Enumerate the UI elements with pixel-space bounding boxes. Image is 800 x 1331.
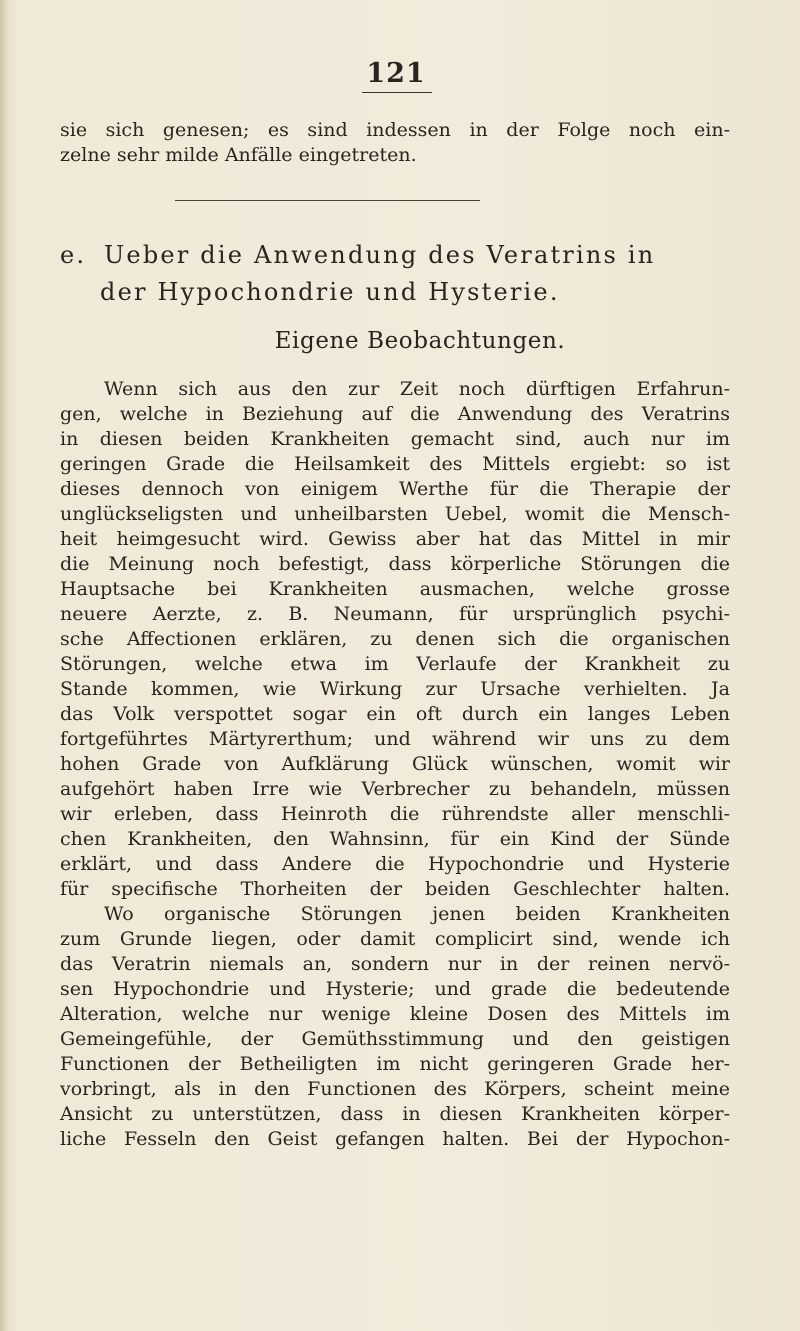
text-line: heit heimgesucht wird. Gewiss aber hat das Mittel in mir: [60, 528, 730, 550]
page-number-underline: [362, 92, 432, 93]
text-line: chen Krankheiten, den Wahnsinn, für ein Kind der Sünde: [60, 828, 730, 850]
intro-paragraph: [60, 118, 730, 168]
page-number: 121: [366, 58, 426, 89]
text-line: dieses dennoch von einigem Werthe für die Therapie der: [60, 478, 730, 500]
section-separator: [175, 200, 480, 201]
text-line: vorbringt, als in den Functionen des Körpers, scheint meine: [60, 1078, 730, 1100]
text-line: Ansicht zu unterstützen, dass in diesen Krankheiten körper-: [60, 1103, 730, 1125]
text-line: Hauptsache bei Krankheiten ausmachen, welche grosse: [60, 578, 730, 600]
text-line: zum Grunde liegen, oder damit complicirt sind, wende ich: [60, 928, 730, 950]
text-line: für specifische Thorheiten der beiden Geschlechter halten.: [60, 878, 730, 900]
text-line: sie sich genesen; es sind indessen in der Folge noch ein-: [60, 119, 730, 141]
text-line: Wenn sich aus den zur Zeit noch dürftigen Erfahrun-: [104, 378, 730, 400]
text-line: neuere Aerzte, z. B. Neumann, für ursprünglich psychi-: [60, 603, 730, 625]
text-line: liche Fesseln den Geist gefangen halten. Bei der Hypochon-: [60, 1128, 730, 1150]
text-line: Alteration, welche nur wenige kleine Dosen des Mittels im: [60, 1003, 730, 1025]
section-label: e.: [60, 241, 87, 269]
text-line: erklärt, und dass Andere die Hypochondrie und Hysterie: [60, 853, 730, 875]
text-line: in diesen beiden Krankheiten gemacht sind, auch nur im: [60, 428, 730, 450]
text-line: die Meinung noch befestigt, dass körperliche Störungen die: [60, 553, 730, 575]
page-binding-shadow: [0, 0, 8, 1331]
text-line: das Veratrin niemals an, sondern nur in der reinen nervö-: [60, 953, 730, 975]
text-line: Störungen, welche etwa im Verlaufe der Krankheit zu: [60, 653, 730, 675]
section-title-line-2: der Hypochondrie und Hysterie.: [100, 278, 560, 306]
body-paragraph-1: [60, 377, 730, 1152]
text-line: das Volk verspottet sogar ein oft durch ein langes Leben: [60, 703, 730, 725]
text-line: zelne sehr milde Anfälle eingetreten.: [60, 144, 417, 166]
text-line: sen Hypochondrie und Hysterie; und grade die bedeutende: [60, 978, 730, 1000]
text-line: Functionen der Betheiligten im nicht geringeren Grade her-: [60, 1053, 730, 1075]
text-line: Gemeingefühle, der Gemüthsstimmung und den geistigen: [60, 1028, 730, 1050]
text-line: hohen Grade von Aufklärung Glück wünschen, womit wir: [60, 753, 730, 775]
text-line: wir erleben, dass Heinroth die rührendste aller menschli-: [60, 803, 730, 825]
text-line: geringen Grade die Heilsamkeit des Mittels ergiebt: so ist: [60, 453, 730, 475]
text-line: gen, welche in Beziehung auf die Anwendung des Veratrins: [60, 403, 730, 425]
section-title-text-1: Ueber die Anwendung des Veratrins in: [104, 241, 656, 269]
text-line: unglückseligsten und unheilbarsten Uebel, womit die Mensch-: [60, 503, 730, 525]
text-line: sche Affectionen erklären, zu denen sich die organischen: [60, 628, 730, 650]
text-line: Wo organische Störungen jenen beiden Krankheiten: [104, 903, 730, 925]
section-title-line-1: [60, 240, 740, 270]
text-line: fortgeführtes Märtyrerthum; und während wir uns zu dem: [60, 728, 730, 750]
section-subtitle: Eigene Beobachtungen.: [274, 328, 566, 354]
text-line: Stande kommen, wie Wirkung zur Ursache verhielten. Ja: [60, 678, 730, 700]
text-line: aufgehört haben Irre wie Verbrecher zu behandeln, müssen: [60, 778, 730, 800]
